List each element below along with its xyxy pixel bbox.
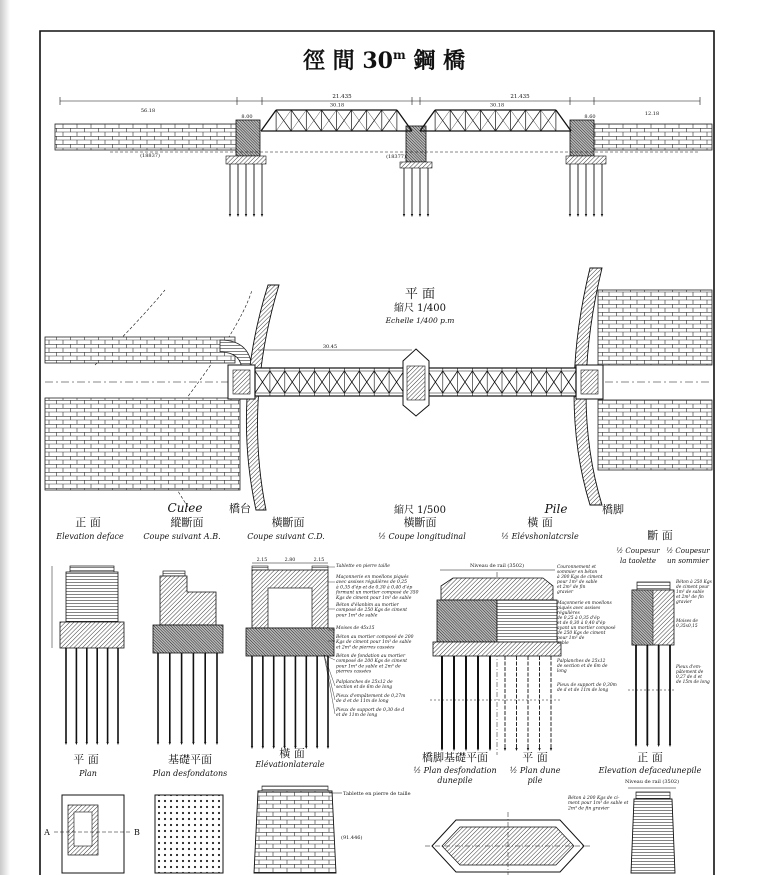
annotation-line: formant un mortier composé de 350 (336, 590, 419, 596)
annotation-line: composé de 250 Kgs de ciment (336, 608, 408, 614)
plan-cn: 平 面 (73, 753, 99, 766)
pier-cap (441, 578, 553, 600)
abutment-pile-tip (251, 746, 253, 749)
culee-view-1-cn: 正 面 (75, 516, 101, 529)
title-part1: 徑 間 30 (303, 48, 393, 74)
annotation-line: et de 11m de long (336, 713, 378, 719)
right-lower-wall (598, 400, 712, 470)
annotation-line: avec assises régulières de 0,25 (336, 580, 407, 586)
coupe-b-line2: un sommier (666, 557, 710, 565)
abutment-pile-tip (216, 742, 218, 745)
right-upper-wall (598, 290, 712, 365)
abutment-lateral-elevation (254, 786, 411, 873)
abutment-plan (43, 795, 140, 873)
abutment-footing (246, 628, 334, 656)
section-mark-b: B (134, 828, 140, 837)
abutment-footing (60, 622, 124, 648)
lateral-body (254, 791, 336, 873)
annotation-line: et 2m³ de fin (557, 585, 586, 590)
truss-end-post (261, 110, 276, 131)
pier-pile-tip (669, 744, 671, 747)
dim-span-right: 30.18 (489, 102, 505, 109)
abutment-pile-tip (273, 746, 275, 749)
annotation-line: de ciment pour (676, 585, 710, 590)
annotation-line: pierres cassées (336, 669, 372, 675)
scan-edge (0, 0, 10, 875)
truss-end-post (397, 110, 412, 131)
culee-view-3-fr: Coupe suivant C.D. (247, 532, 325, 541)
annotation-line: à 0,35 d'ép et de 0,30 à 0,40 d'ép (336, 585, 413, 591)
left-abutment-seat (233, 370, 250, 394)
annotation-line: à 300 Kgs de ciment (557, 575, 603, 580)
abutment-pile-tip (75, 742, 77, 745)
elevation-pile-tip (419, 214, 421, 217)
culee-view-3-cn: 橫斷面 (271, 516, 305, 529)
elevation-piles (229, 164, 603, 217)
annotation-line: Moises de 45x15 (336, 626, 375, 631)
pier-pile-tip (550, 748, 552, 751)
dim-2: 2.80 (284, 558, 296, 563)
culee-view-2-cn: 縱斷面 (170, 516, 204, 529)
plan-echelle: Echelle 1/400 p.m (385, 316, 455, 325)
middle-scale: 縮尺 1/500 (394, 505, 446, 516)
section-mark-a: A (44, 828, 50, 837)
elevation-pile-tip (237, 214, 239, 217)
annotation-line: Pieux de support de 0,30m (557, 683, 617, 688)
coupe-a-line2: la taolette (620, 557, 656, 565)
pier-cap (637, 582, 670, 590)
abutment-pile-tip (316, 746, 318, 749)
fond-cn: 基礎平面 (168, 753, 212, 766)
abutment-pile-tip (96, 742, 98, 745)
right-abutment (570, 120, 594, 156)
pier-footing (433, 642, 561, 656)
pier-pile-tip (515, 748, 517, 751)
lat-cn: 橫 面 (279, 747, 305, 760)
dim-right-embankment: 12.18 (644, 111, 660, 117)
abutment-footing (153, 625, 223, 653)
pier-body-elevation (497, 600, 557, 642)
center-pier-seat (407, 366, 425, 400)
annotation-line: sable (557, 641, 569, 646)
annotation-line: de d et de 11m de long (557, 688, 609, 693)
pile-elev-cn: 橫 面 (527, 516, 553, 529)
plan-fr: Plan (79, 769, 97, 778)
bridge-elevation (55, 94, 712, 217)
dim-left-abutment: 8.00 (241, 114, 253, 120)
culee-view-2-fr: Coupe suivant A.B. (143, 532, 221, 541)
annotation-line: 1m³ de sable (676, 590, 704, 595)
dim-top-right: 21.435 (510, 94, 530, 100)
abutment-body (66, 572, 118, 622)
plan-dim: 30.45 (322, 344, 338, 350)
pileelev-fr: Elevation defacedunepile (598, 766, 702, 775)
truss-end-post (556, 110, 571, 131)
elevation-pile-tip (253, 214, 255, 217)
abutment-pile-tip (192, 742, 194, 745)
annotation-line: pour 1m³ de sable (336, 613, 378, 619)
annotation-line: Maçonnerie en moellons (557, 601, 612, 606)
annotation-line: Moises de (676, 619, 698, 624)
bridge-plan (45, 268, 712, 510)
dim-left-embankment: 56.18 (140, 108, 156, 114)
tablet-right (312, 566, 328, 570)
truss-end-post (420, 110, 435, 131)
annotation-line: composé de 200 Kgs de ciment (336, 659, 408, 665)
elevation-pile-tip (403, 214, 405, 217)
annotation-line: pour 1m³ de sable (557, 580, 598, 585)
pier-pile-tip (657, 744, 659, 747)
elevation-pile-tip (411, 214, 413, 217)
left-embankment (55, 124, 237, 150)
pilefond-fr-2: dunepile (437, 776, 473, 785)
annotation-line: gravier (557, 590, 574, 595)
right-abutment-seat (581, 370, 598, 394)
culee-label-cn: 橋台 (229, 502, 251, 515)
pilefond-cn: 橋脚基礎平面 (422, 751, 488, 764)
center-footing (400, 162, 432, 168)
annotation-line: de 250 Kgs de ciment (557, 631, 606, 636)
elevation-pile-tip (585, 214, 587, 217)
plan-void (74, 812, 92, 846)
abutment-pile-tip (305, 746, 307, 749)
pile-label: Pile (544, 502, 568, 516)
annotation-leader (324, 655, 335, 700)
annotation-line: Béton au mortier composé de 200 (336, 635, 414, 640)
pier-body (631, 799, 675, 873)
annotation-line: pour 1m³ de sable et 2m³ de (336, 664, 401, 670)
section-headers (55, 501, 710, 565)
abutment-section-cd (246, 557, 335, 714)
elevation-pile-tip (601, 214, 603, 217)
dim-1: 2.15 (256, 558, 268, 563)
pier-core (632, 590, 653, 645)
right-embankment (592, 124, 712, 150)
annotation-line: de 15m de long (676, 680, 710, 685)
tablet-left (252, 566, 268, 570)
annotation-line: Béton à 250 Kgs (676, 580, 712, 585)
pileelev-rail: Niveau de rail (3502) (624, 779, 680, 785)
lat-fr: Elévationlaterale (255, 760, 325, 769)
annotation-line: de section et de 6m de (557, 664, 608, 669)
pileplan-cn: 平 面 (522, 751, 548, 764)
annotation-line: Pieux de support de 0,30 de d (336, 708, 405, 713)
abutment-pile-tip (169, 742, 171, 745)
title-superscript: m (392, 48, 406, 62)
title-part2: 鋼 橋 (405, 48, 465, 74)
lateral-coping (262, 786, 328, 791)
pier-pile-tip (489, 748, 491, 751)
drawing-title (303, 48, 465, 74)
annotation-line: Pieux d'empâtement de 0,27m (336, 694, 406, 699)
abutment-pile-tip (180, 742, 182, 745)
pier-pile-tip (646, 744, 648, 747)
dim-right-abutment: 8.60 (584, 114, 596, 120)
pileplan-fr-2: pile (527, 776, 543, 785)
lateral-level: (91.446) (341, 835, 363, 841)
plan-scale: 縮尺 1/400 (394, 303, 446, 314)
left-abutment (236, 120, 260, 156)
elevation-pile-tip (427, 214, 429, 217)
pile-section (433, 562, 561, 755)
annotation-line: Pieux d'em- (676, 665, 702, 670)
pile-foundation-plan (425, 812, 592, 875)
annotation-line: piqués avec assises (557, 606, 601, 611)
coupe-a-line1: ½ Coupesur (616, 547, 660, 555)
pilefond-fr-1: ½ Plan desfondation (413, 766, 497, 775)
left-lower-wall (45, 398, 240, 490)
level-center: (18377) (386, 154, 406, 160)
annotation-line: 0,35x0,15 (676, 624, 698, 629)
annotation-line: Palplanches de 25x12 de (336, 680, 393, 685)
abutment-elevation (52, 566, 124, 648)
elevation-pile-tip (245, 214, 247, 217)
annotation-leader (324, 655, 335, 686)
abutment-pile-tip (86, 742, 88, 745)
pile-front-elevation (628, 788, 676, 873)
annotation-line: Kgs de ciment pour 1m³ de sable (336, 640, 412, 646)
annotation-line: et 2m³ de pierres cassées (336, 645, 395, 651)
elevation-pile-tip (577, 214, 579, 217)
abutment-coping (70, 566, 114, 572)
annotation-line: Palplanches de 25x12 (557, 659, 606, 664)
abutment-pile-tip (117, 742, 119, 745)
annotation-line: pour 1m³ de (557, 636, 585, 641)
annotation-line: Couronnement et (557, 565, 596, 570)
elevation-pile-tip (261, 214, 263, 217)
lateral-note: Tablette en pierre de taille (343, 791, 411, 797)
annotation-line: Béton d'élanbim au mortier (336, 603, 399, 608)
bottom-labels (73, 746, 701, 785)
abutment-void (268, 588, 312, 628)
pier-pile-tip (635, 744, 637, 747)
annotation-line: Kgs de ciment pour 1m³ de sable (336, 595, 412, 601)
annotation-line: et 2m³ de fin (676, 595, 704, 600)
culee-label: Culee (167, 501, 203, 515)
abutment-coping (163, 571, 185, 576)
pier-cross-section (632, 582, 674, 645)
abutment-wall (160, 576, 216, 625)
elevation-pile-tip (569, 214, 571, 217)
middle-cn: 橫斷面 (403, 516, 437, 529)
annotation-line: 0,27 de d et (676, 675, 702, 680)
annotation-line: Béton de fondation au mortier (336, 654, 406, 659)
coupe-b-line1: ½ Coupesur (666, 547, 710, 555)
abutment-section-ab (153, 571, 223, 653)
dim-span-left: 30.18 (329, 102, 345, 109)
annotation-line: et de 0,30 à 0,40 d'ép (557, 621, 606, 626)
foundation-outline (155, 795, 223, 873)
annotation-line: section et de 6m de long (336, 685, 393, 691)
dim-top-left: 21.435 (332, 94, 352, 100)
annotation-line: Maçonnerie en moellons piqués (336, 575, 409, 580)
rail-level: Niveau de rail (3502) (469, 563, 525, 569)
annotation-line: Béton à 200 Kgs de ci- (568, 796, 620, 801)
annotation-leader (324, 655, 335, 714)
annotation-line: régulières (557, 611, 580, 616)
abutment-pile-tip (204, 742, 206, 745)
pier-pile-tip (504, 748, 506, 751)
left-footing (226, 156, 266, 164)
pier-body-section (437, 600, 497, 642)
annotation-line: sommier en béton (557, 570, 598, 575)
annotation-line: de 0,25 à 0,35 d'ép (557, 616, 600, 621)
level-left: (18837) (140, 153, 160, 159)
right-footing (566, 156, 606, 164)
annotation-line: ment pour 1m³ de sable et (568, 801, 629, 807)
plan-title: 平 面 (404, 287, 436, 302)
pier-cap (636, 792, 670, 799)
pileplan-fr-1: ½ Plan dune (509, 766, 561, 775)
abutment-foundation-plan (155, 795, 223, 873)
pile-elev-fr: ½ Elévshonlatcrsle (501, 532, 579, 541)
elevation-pile-tip (229, 214, 231, 217)
annotation-line: Tablette en pierre taille (336, 564, 390, 569)
left-upper-wall (45, 337, 235, 363)
fond-fr: Plan desfondatons (152, 769, 228, 778)
dim-3: 2.15 (313, 558, 325, 563)
elevation-pile-tip (593, 214, 595, 217)
abutment-pile-tip (106, 742, 108, 745)
abutment-pile-tip (157, 742, 159, 745)
abutment-pile-tip (262, 746, 264, 749)
annotation-line: long (557, 669, 567, 674)
pile-section-cn: 斷 面 (647, 529, 673, 542)
annotation-line: 2m³ de fin gravier (568, 806, 610, 812)
culee-view-1-fr: Elevation deface (56, 532, 124, 541)
annotation-line: gravier (676, 600, 692, 605)
annotation-line: pâtement de (676, 670, 704, 675)
abutment-pile-tip (65, 742, 67, 745)
annotation-line: de d et de 11m de long (336, 699, 389, 705)
middle-fr: ½ Coupe longitudinal (378, 532, 466, 541)
pileelev-cn: 正 面 (637, 751, 663, 764)
pile-label-cn: 橋脚 (602, 503, 624, 516)
abutment-pile-tip (327, 746, 329, 749)
annotation-line: ayant un mortier composé (557, 626, 616, 631)
